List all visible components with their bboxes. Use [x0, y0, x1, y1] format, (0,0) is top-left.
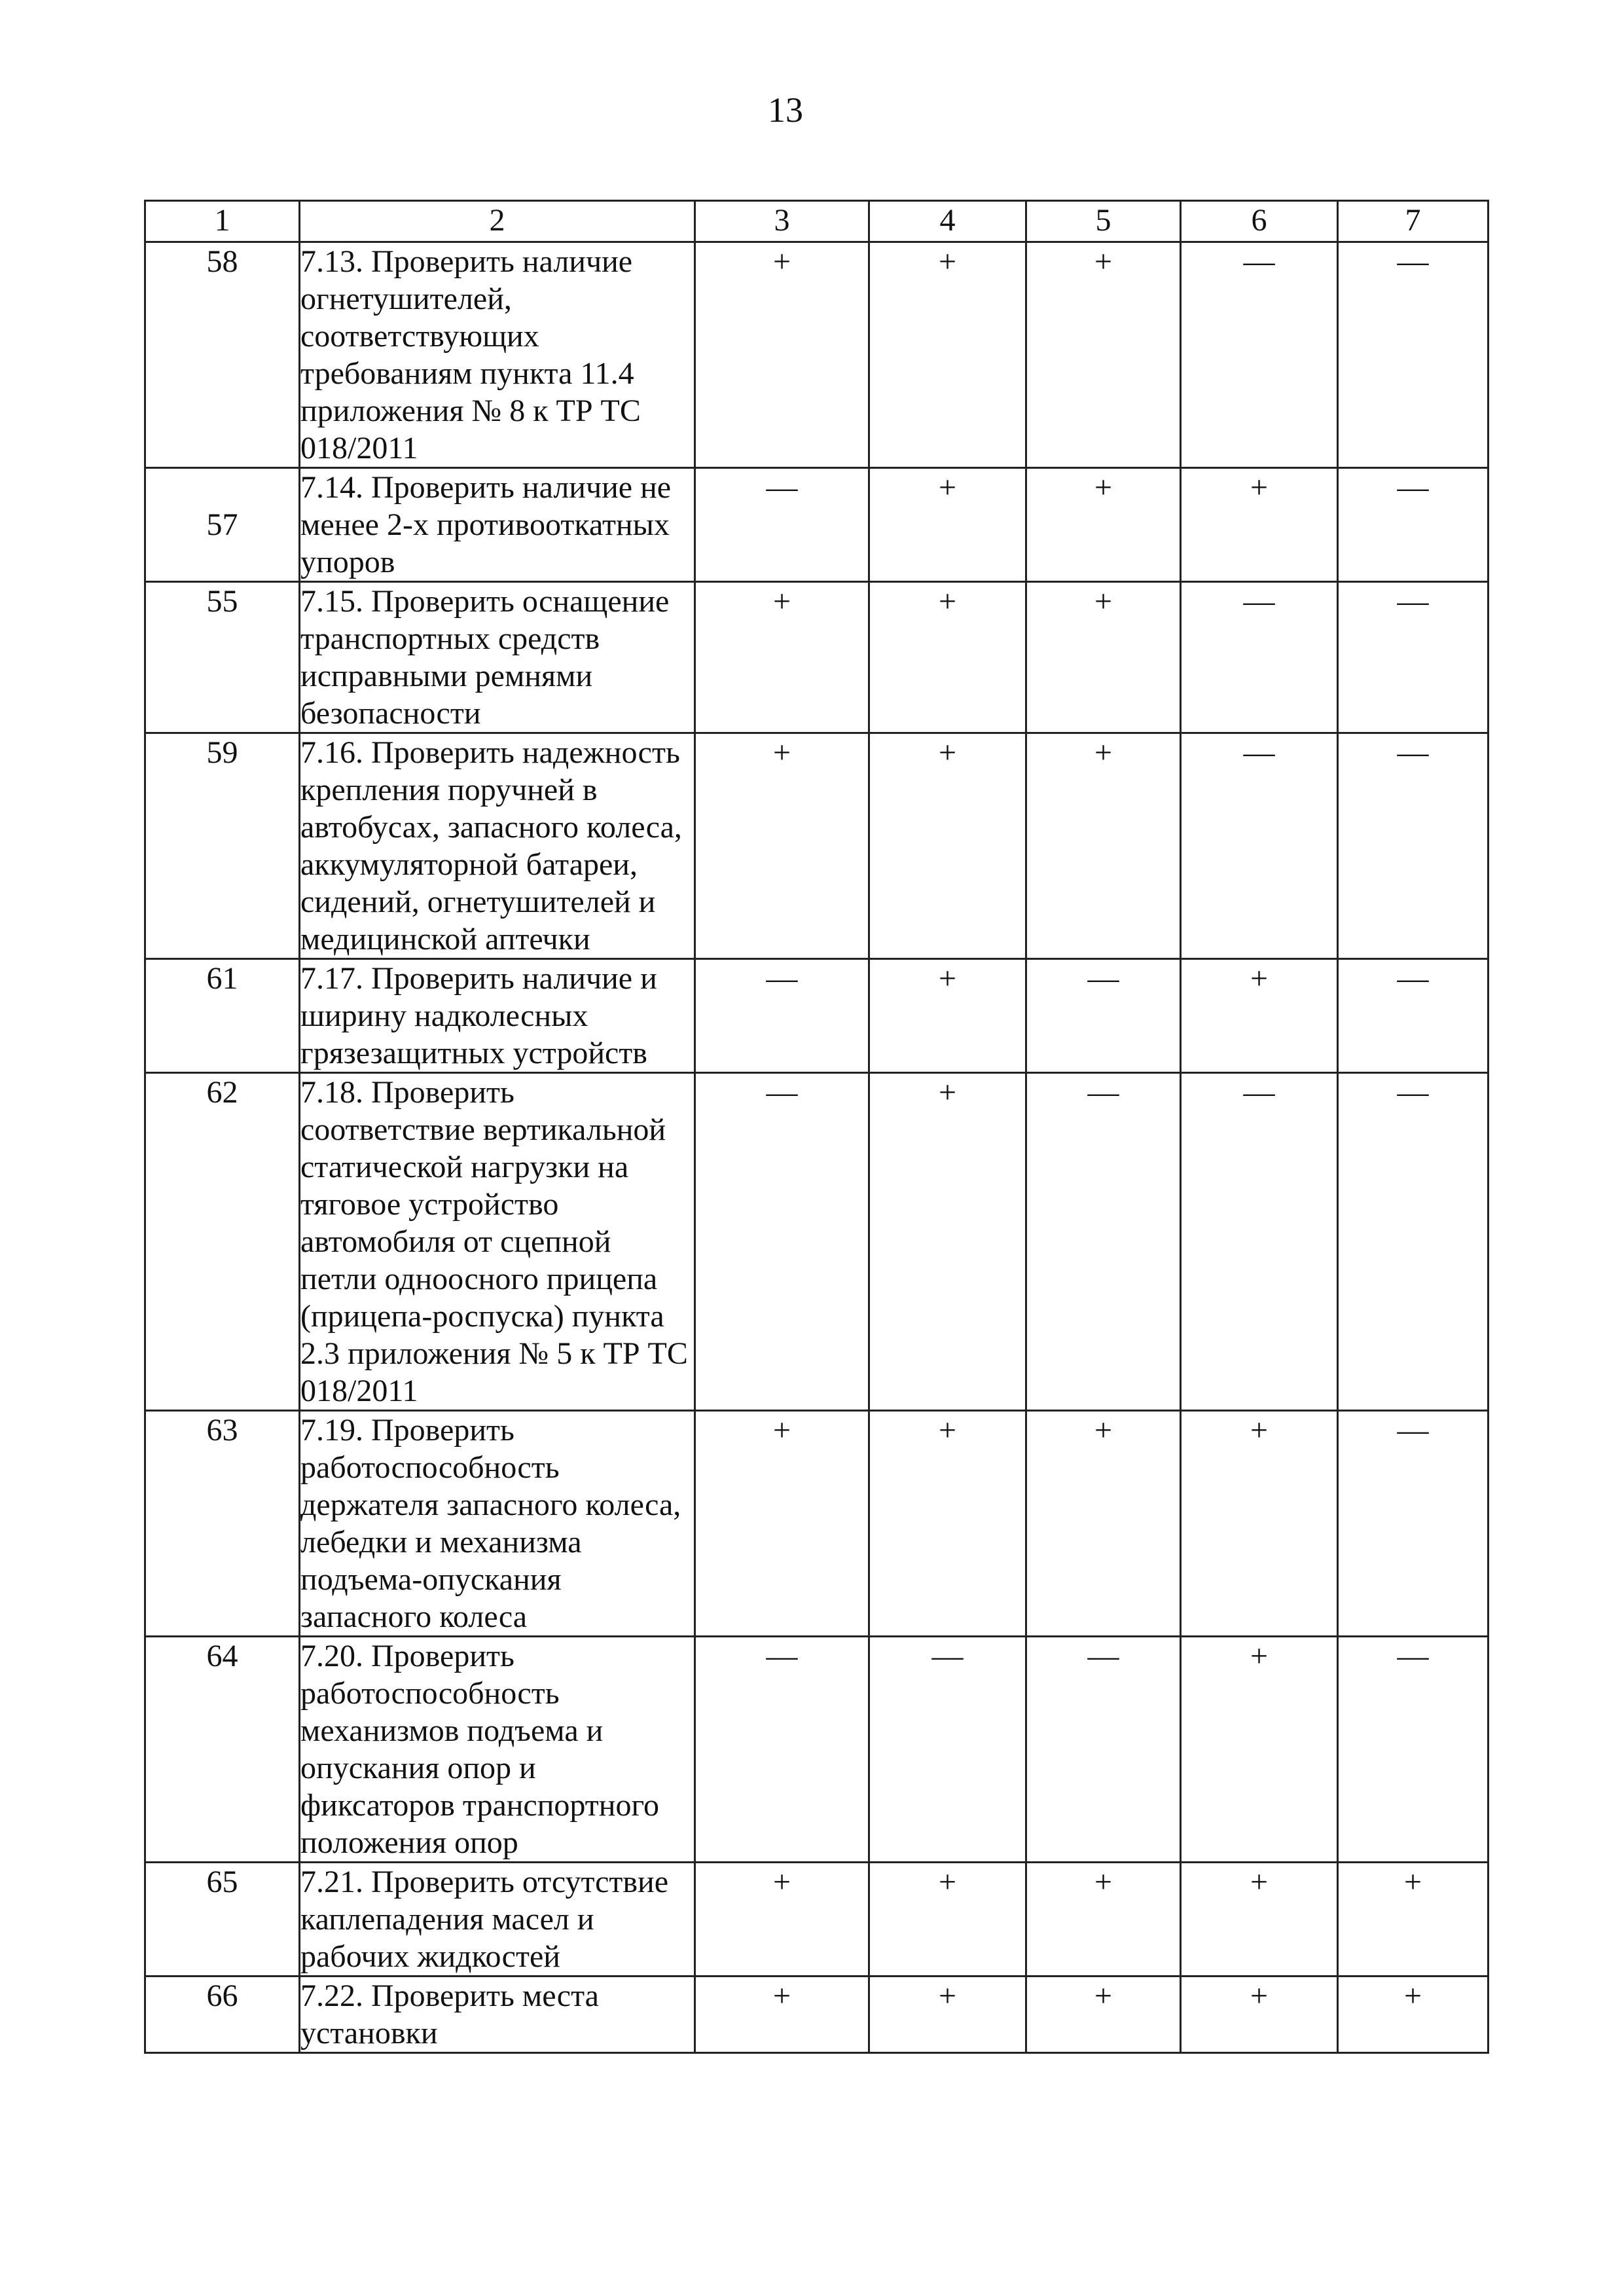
row-description: 7.17. Проверить наличие и ширину надколесных грязезащитных устройств	[300, 959, 695, 1073]
row-mark: —	[1026, 1073, 1181, 1411]
row-mark: +	[1181, 1411, 1338, 1637]
row-mark: +	[1181, 959, 1338, 1073]
row-mark: +	[695, 242, 869, 468]
row-description: 7.13. Проверить наличие огнетушителей, соответствующих требованиям пункта 11.4 приложения № 8 к ТР ТС 018/2011	[300, 242, 695, 468]
row-mark: +	[869, 468, 1026, 582]
row-mark: —	[695, 1073, 869, 1411]
row-number: 64	[145, 1637, 300, 1863]
row-mark: +	[1026, 1977, 1181, 2053]
page-number: 13	[768, 90, 803, 130]
row-mark: +	[869, 1863, 1026, 1977]
table-row	[145, 1977, 1489, 2053]
row-mark: —	[1181, 1073, 1338, 1411]
row-mark: +	[1338, 1977, 1489, 2053]
row-mark: +	[1181, 468, 1338, 582]
column-header: 2	[300, 201, 695, 242]
row-mark: —	[695, 1637, 869, 1863]
row-description: 7.16. Проверить надежность крепления поручней в автобусах, запасного колеса, аккумуляторной батареи, сидений, огнетушителей и медицинской аптечки	[300, 733, 695, 959]
requirements-table	[144, 200, 1489, 2054]
row-mark: +	[695, 1863, 869, 1977]
row-description: 7.22. Проверить места установки	[300, 1977, 695, 2053]
row-mark: +	[695, 582, 869, 733]
row-mark: —	[1181, 733, 1338, 959]
row-mark: +	[1181, 1637, 1338, 1863]
row-mark: +	[695, 733, 869, 959]
row-mark: —	[1181, 582, 1338, 733]
table-row	[145, 242, 1489, 468]
row-mark: +	[695, 1977, 869, 2053]
row-mark: +	[1026, 733, 1181, 959]
row-mark: +	[869, 959, 1026, 1073]
row-mark: +	[869, 733, 1026, 959]
row-mark: +	[1026, 1863, 1181, 1977]
table-header-row	[145, 201, 1489, 242]
row-mark: —	[1026, 959, 1181, 1073]
row-number: 62	[145, 1073, 300, 1411]
row-mark: —	[1338, 1637, 1489, 1863]
row-mark: —	[1338, 733, 1489, 959]
row-mark: —	[1338, 1073, 1489, 1411]
row-mark: +	[869, 1977, 1026, 2053]
row-description: 7.14. Проверить наличие не менее 2-х противооткатных упоров	[300, 468, 695, 582]
table-row	[145, 582, 1489, 733]
row-mark: +	[1026, 242, 1181, 468]
row-mark: —	[1338, 468, 1489, 582]
row-description: 7.20. Проверить работоспособность механизмов подъема и опускания опор и фиксаторов транспортного положения опор	[300, 1637, 695, 1863]
table-row	[145, 1411, 1489, 1637]
row-mark: —	[1338, 959, 1489, 1073]
table-row	[145, 959, 1489, 1073]
column-header: 6	[1181, 201, 1338, 242]
row-mark: —	[695, 468, 869, 582]
row-description: 7.15. Проверить оснащение транспортных средств исправными ремнями безопасности	[300, 582, 695, 733]
row-number: 63	[145, 1411, 300, 1637]
row-number: 59	[145, 733, 300, 959]
row-mark: +	[695, 1411, 869, 1637]
column-header: 1	[145, 201, 300, 242]
row-mark: —	[869, 1637, 1026, 1863]
row-mark: +	[869, 1411, 1026, 1637]
row-description: 7.21. Проверить отсутствие каплепадения масел и рабочих жидкостей	[300, 1863, 695, 1977]
table-row	[145, 1073, 1489, 1411]
row-mark: +	[1181, 1977, 1338, 2053]
column-header: 3	[695, 201, 869, 242]
row-number: 65	[145, 1863, 300, 1977]
row-number: 55	[145, 582, 300, 733]
row-mark: +	[1026, 468, 1181, 582]
row-mark: —	[1026, 1637, 1181, 1863]
row-mark: +	[1026, 1411, 1181, 1637]
row-mark: +	[869, 582, 1026, 733]
row-number: 66	[145, 1977, 300, 2053]
table-row	[145, 733, 1489, 959]
row-mark: +	[1026, 582, 1181, 733]
column-header: 4	[869, 201, 1026, 242]
row-mark: —	[1338, 1411, 1489, 1637]
row-mark: —	[1338, 582, 1489, 733]
row-number: 58	[145, 242, 300, 468]
row-description: 7.19. Проверить работоспособность держателя запасного колеса, лебедки и механизма подъема-опускания запасного колеса	[300, 1411, 695, 1637]
row-number: 57	[145, 468, 300, 582]
row-number: 61	[145, 959, 300, 1073]
row-mark: —	[1338, 242, 1489, 468]
row-description: 7.18. Проверить соответствие вертикальной статической нагрузки на тяговое устройство автомобиля от сцепной петли одноосного прицепа (прицепа-роспуска) пункта 2.3 приложения № 5 к ТР ТС 018/2011	[300, 1073, 695, 1411]
table-row	[145, 1637, 1489, 1863]
row-mark: +	[869, 242, 1026, 468]
row-mark: —	[1181, 242, 1338, 468]
table-row	[145, 1863, 1489, 1977]
table-row	[145, 468, 1489, 582]
row-mark: +	[1338, 1863, 1489, 1977]
row-mark: +	[869, 1073, 1026, 1411]
row-mark: +	[1181, 1863, 1338, 1977]
row-mark: —	[695, 959, 869, 1073]
column-header: 7	[1338, 201, 1489, 242]
column-header: 5	[1026, 201, 1181, 242]
